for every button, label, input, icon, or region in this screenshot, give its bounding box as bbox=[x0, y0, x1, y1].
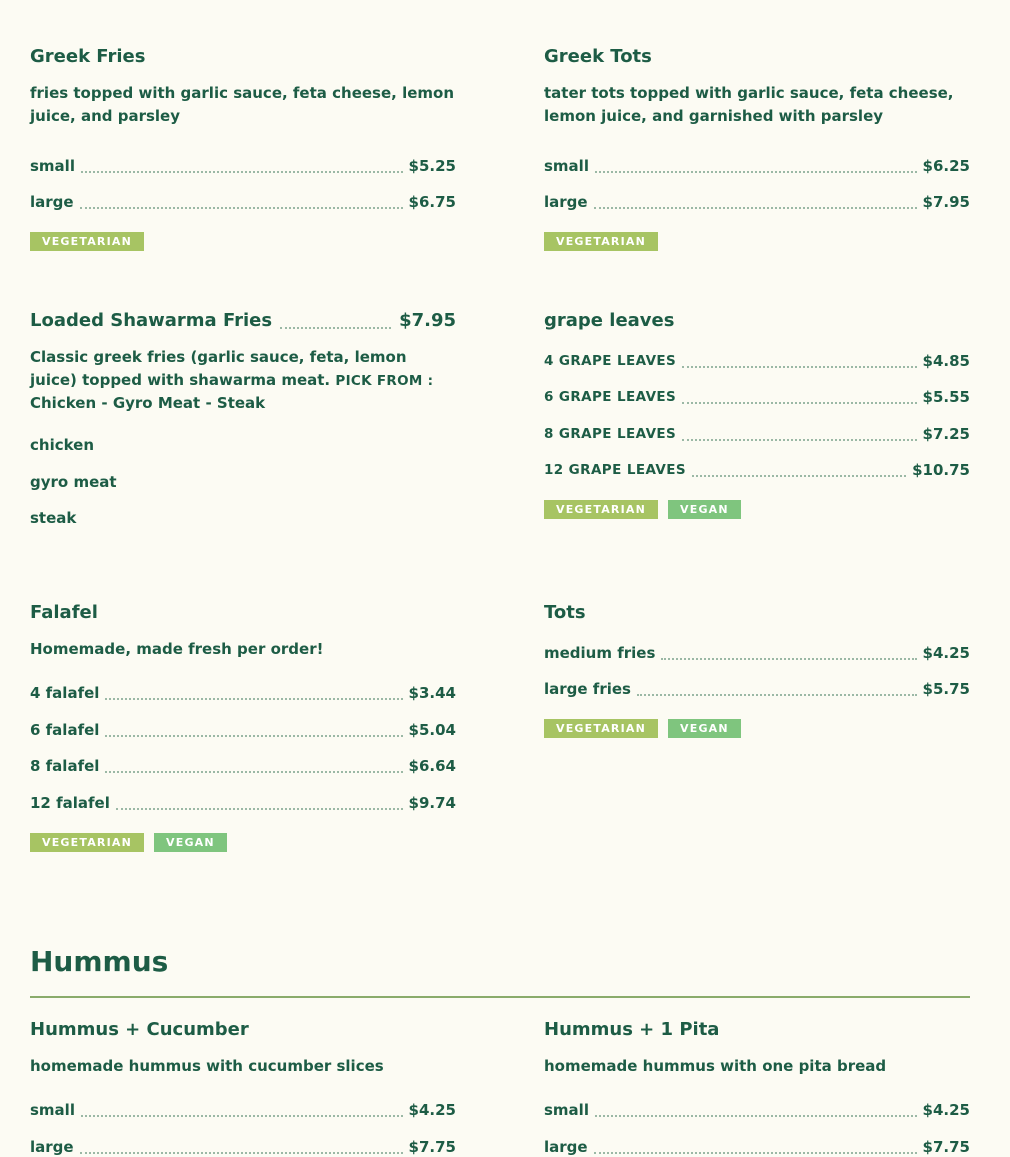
item-title: Loaded Shawarma Fries bbox=[30, 310, 273, 331]
option-row[interactable] bbox=[30, 703, 456, 740]
dot-leader bbox=[594, 191, 917, 209]
option-name: small bbox=[544, 156, 589, 175]
menu-page bbox=[30, 0, 970, 1156]
option-name: 8 falafel bbox=[30, 757, 100, 775]
option-price: $7.75 bbox=[408, 1137, 456, 1156]
option-list bbox=[544, 139, 970, 212]
option-row[interactable] bbox=[544, 663, 970, 700]
diet-tags bbox=[30, 232, 456, 251]
option-row[interactable] bbox=[30, 1120, 456, 1157]
option-price: $5.75 bbox=[922, 680, 970, 698]
option-price: $10.75 bbox=[912, 461, 970, 479]
option-price: $4.85 bbox=[922, 351, 970, 370]
dot-leader bbox=[81, 155, 403, 173]
item-description bbox=[30, 346, 456, 415]
option-row[interactable] bbox=[544, 334, 970, 371]
option-row[interactable] bbox=[544, 139, 970, 176]
menu-item-greek-tots[interactable] bbox=[544, 46, 970, 251]
vegetarian-badge: VEGETARIAN bbox=[544, 232, 658, 251]
dot-leader bbox=[116, 792, 403, 810]
item-description: homemade hummus with cucumber slices bbox=[30, 1057, 384, 1075]
dot-leader bbox=[637, 678, 917, 696]
option-price: $6.25 bbox=[922, 156, 970, 175]
option-name: large bbox=[544, 193, 588, 211]
option-row[interactable] bbox=[30, 1084, 456, 1121]
item-title: Hummus + Cucumber bbox=[30, 1019, 249, 1040]
option-list bbox=[30, 1084, 456, 1157]
option-name: 4 falafel bbox=[30, 684, 100, 702]
menu-item-tots[interactable] bbox=[544, 602, 970, 738]
option-name: 6 GRAPE LEAVES bbox=[544, 389, 677, 405]
vegetarian-badge: VEGETARIAN bbox=[544, 500, 658, 519]
pick-from-label: PICK FROM : bbox=[335, 372, 434, 389]
option-row[interactable] bbox=[30, 740, 456, 777]
option-name: medium fries bbox=[544, 643, 656, 662]
vegan-badge: VEGAN bbox=[668, 719, 741, 738]
item-description: homemade hummus with one pita bread bbox=[544, 1057, 887, 1075]
vegetarian-badge: VEGETARIAN bbox=[544, 719, 658, 738]
option-name: large bbox=[544, 1137, 588, 1156]
item-description: Homemade, made fresh per order! bbox=[30, 640, 324, 658]
option-row[interactable] bbox=[544, 626, 970, 663]
option-price: $4.25 bbox=[922, 1101, 970, 1119]
menu-item-greek-fries[interactable] bbox=[30, 46, 456, 251]
option-price: $3.44 bbox=[408, 684, 456, 702]
item-title: Falafel bbox=[30, 602, 98, 623]
option-row[interactable] bbox=[544, 1120, 970, 1157]
dot-leader bbox=[682, 386, 916, 404]
option-price: $6.64 bbox=[408, 757, 456, 775]
dot-leader bbox=[594, 1136, 917, 1154]
option-list bbox=[544, 1084, 970, 1157]
option-row[interactable] bbox=[544, 1084, 970, 1121]
diet-tags bbox=[544, 232, 970, 251]
choice-row[interactable] bbox=[30, 455, 456, 492]
option-name: 6 falafel bbox=[30, 720, 100, 739]
dot-leader bbox=[595, 1099, 917, 1117]
dot-leader bbox=[661, 642, 916, 660]
dot-leader bbox=[81, 1099, 403, 1117]
option-price: $5.25 bbox=[408, 156, 456, 175]
option-name: small bbox=[30, 1101, 75, 1119]
option-name: small bbox=[30, 156, 75, 175]
section-divider bbox=[30, 996, 970, 998]
description-text: Classic greek fries (garlic sauce, feta, lemon juice) topped with shawarma meat. bbox=[30, 348, 407, 389]
option-row[interactable] bbox=[544, 371, 970, 408]
choice-name: steak bbox=[30, 509, 77, 527]
choice-name: gyro meat bbox=[30, 472, 117, 491]
description-choices-text: Chicken - Gyro Meat - Steak bbox=[30, 394, 266, 412]
dot-leader bbox=[105, 755, 402, 773]
option-row[interactable] bbox=[30, 667, 456, 704]
option-list bbox=[30, 667, 456, 813]
vegan-badge: VEGAN bbox=[154, 833, 227, 852]
item-description: tater tots topped with garlic sauce, feta cheese, lemon juice, and garnished with parsley bbox=[544, 84, 954, 125]
option-list bbox=[544, 626, 970, 699]
option-row[interactable] bbox=[544, 176, 970, 213]
diet-tags bbox=[544, 719, 970, 738]
choice-row[interactable] bbox=[30, 419, 456, 456]
option-name: large bbox=[30, 193, 74, 211]
option-price: $4.25 bbox=[408, 1101, 456, 1119]
choice-name: chicken bbox=[30, 436, 95, 454]
dot-leader bbox=[692, 459, 906, 477]
item-title-row bbox=[30, 310, 456, 332]
menu-item-loaded-shawarma-fries[interactable] bbox=[30, 310, 456, 528]
dot-leader bbox=[105, 719, 402, 737]
option-list bbox=[30, 139, 456, 212]
dot-leader bbox=[80, 191, 403, 209]
option-name: large bbox=[30, 1137, 74, 1156]
option-price: $6.75 bbox=[408, 193, 456, 211]
dot-leader bbox=[280, 311, 391, 329]
option-price: $7.75 bbox=[922, 1137, 970, 1156]
option-name: 12 GRAPE LEAVES bbox=[544, 462, 686, 478]
menu-item-falafel[interactable] bbox=[30, 602, 456, 852]
item-title: Greek Tots bbox=[544, 46, 652, 67]
menu-item-hummus-pita[interactable] bbox=[544, 1019, 970, 1157]
dot-leader bbox=[682, 423, 916, 441]
dot-leader bbox=[682, 350, 916, 368]
option-price: $7.25 bbox=[922, 424, 970, 443]
diet-tags bbox=[30, 833, 456, 852]
choice-list bbox=[30, 419, 456, 529]
option-row[interactable] bbox=[30, 139, 456, 176]
option-name: large fries bbox=[544, 680, 631, 698]
dot-leader bbox=[595, 155, 917, 173]
menu-item-hummus-cucumber[interactable] bbox=[30, 1019, 456, 1157]
vegetarian-badge: VEGETARIAN bbox=[30, 232, 144, 251]
menu-item-grape-leaves[interactable] bbox=[544, 310, 970, 519]
option-name: small bbox=[544, 1101, 589, 1119]
dot-leader bbox=[80, 1136, 403, 1154]
option-row[interactable] bbox=[30, 776, 456, 813]
option-list bbox=[544, 334, 970, 480]
option-price: $4.25 bbox=[922, 643, 970, 662]
section-title-hummus: Hummus bbox=[30, 945, 169, 978]
item-title: Tots bbox=[544, 602, 586, 623]
vegetarian-badge: VEGETARIAN bbox=[30, 833, 144, 852]
option-name: 12 falafel bbox=[30, 793, 110, 812]
item-price: $7.95 bbox=[399, 310, 456, 331]
option-row[interactable] bbox=[544, 407, 970, 444]
dot-leader bbox=[105, 682, 402, 700]
option-name: 4 GRAPE LEAVES bbox=[544, 352, 677, 369]
choice-row[interactable] bbox=[30, 492, 456, 529]
option-name: 8 GRAPE LEAVES bbox=[544, 425, 677, 442]
diet-tags bbox=[544, 500, 970, 519]
option-price: $5.55 bbox=[922, 388, 970, 406]
item-title: grape leaves bbox=[544, 310, 675, 331]
option-price: $5.04 bbox=[408, 720, 456, 739]
option-row[interactable] bbox=[30, 176, 456, 213]
item-description: fries topped with garlic sauce, feta cheese, lemon juice, and parsley bbox=[30, 84, 454, 125]
vegan-badge: VEGAN bbox=[668, 500, 741, 519]
option-price: $7.95 bbox=[922, 193, 970, 211]
option-row[interactable] bbox=[544, 444, 970, 481]
option-price: $9.74 bbox=[408, 793, 456, 812]
item-title: Hummus + 1 Pita bbox=[544, 1019, 720, 1040]
item-title: Greek Fries bbox=[30, 46, 146, 67]
